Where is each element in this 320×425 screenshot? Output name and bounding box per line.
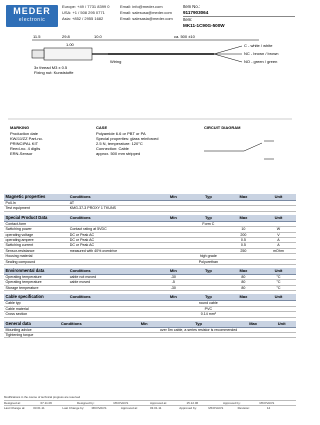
table-title: Environmental data: [4, 268, 68, 275]
footer-cell: MKOVACS: [208, 406, 224, 410]
footer-cell: 15.12.06: [186, 401, 199, 405]
table-cell: 80: [226, 280, 261, 285]
footer-cell: 03.01.11: [150, 406, 162, 410]
row-label: Sensor-resistance: [4, 248, 68, 253]
thread-note: Fixing nut: Kunststoffe: [34, 70, 74, 75]
sensor-cap: [32, 50, 44, 58]
column-header: Conditions: [59, 321, 130, 328]
table-cell: measured with 40% overdrive: [68, 248, 156, 253]
table-cell: high grade: [191, 254, 226, 259]
marking-title: MARKING: [10, 125, 30, 130]
dimension-label: 10.0: [94, 34, 102, 39]
column-header: Unit: [261, 268, 296, 275]
case-line: Polyamide 6.6 or PBT or PA: [96, 131, 146, 136]
table-cell: [226, 312, 261, 317]
table-cell: KMG-37-3 PROXY 1 TKUNS: [68, 206, 156, 211]
row-label: Operating temperature: [4, 275, 68, 280]
table-row: [4, 285, 296, 290]
spec-table: [4, 321, 296, 339]
wire-c: [214, 46, 242, 54]
wire-no: [214, 54, 242, 62]
document-footer: [4, 395, 296, 410]
table-title: Special Product Data: [4, 215, 68, 222]
table-cell: [68, 312, 156, 317]
footer-cell: Last Change by:: [62, 406, 85, 410]
column-header: Min: [130, 321, 158, 328]
case-title: CASE: [96, 125, 108, 130]
column-header: Typ: [191, 268, 226, 275]
table-cell: PVC: [191, 306, 226, 311]
case-line: 2.5 N, temperature: 120°C: [96, 141, 143, 146]
column-header: Max: [226, 268, 261, 275]
specification-tables: [4, 194, 296, 341]
dimension-label: 29.8: [62, 34, 70, 39]
table-cell: -30: [156, 285, 191, 290]
item-no-value: 9117903064: [183, 9, 209, 15]
wire-label: C - white / white: [244, 43, 273, 48]
row-label: Housing material: [4, 254, 68, 259]
table-row: [4, 312, 296, 317]
table-cell: [191, 206, 226, 211]
table-cell: [261, 259, 296, 264]
table-cell: 80: [226, 275, 261, 280]
logo-main-text: MEDER: [13, 6, 51, 16]
table-cell: °C: [261, 280, 296, 285]
row-label: Storage temperature: [4, 285, 68, 290]
footer-cell: MKOVACS: [259, 401, 275, 405]
row-label: Tightening torque: [4, 332, 59, 337]
column-header: Unit: [261, 215, 296, 222]
table-title: Magnetic properties: [4, 194, 68, 201]
row-label: operating ampere: [4, 238, 68, 243]
marking-line: KW/JJ/ZZ Part-no.: [10, 136, 43, 141]
dimension-label: 1.00: [66, 42, 74, 47]
table-cell: [156, 206, 191, 211]
table-cell: -5: [156, 280, 191, 285]
table-row: [4, 206, 296, 211]
table-cell: [59, 332, 130, 337]
footer-cell: MKOVACS: [91, 406, 107, 410]
row-label: operating voltage: [4, 232, 68, 237]
column-header: Max: [239, 321, 268, 328]
column-header: Min: [156, 194, 191, 201]
column-header: Min: [156, 294, 191, 301]
table-cell: W: [261, 227, 296, 232]
marking-line: ERN-Sensor: [10, 151, 33, 156]
row-label: Cable typ: [4, 301, 68, 306]
document-header: [0, 0, 300, 32]
case-line: Connection: Cable: [96, 146, 129, 151]
thread-note: 3x thread M3 x 0.5: [34, 65, 68, 70]
table-cell: [261, 206, 296, 211]
column-header: Typ: [158, 321, 239, 328]
contact-phone: Europe: +49 / 7731 8399 0: [62, 4, 110, 9]
table-cell: [156, 259, 191, 264]
row-label: Operating temperature: [4, 280, 68, 285]
column-header: Max: [226, 294, 261, 301]
footer-cell: 03.01.11: [33, 406, 45, 410]
meder-logo: [6, 5, 58, 27]
table-cell: 0.5: [226, 243, 261, 248]
footer-row: [4, 400, 296, 405]
column-header: Max: [226, 194, 261, 201]
table-cell: A: [261, 238, 296, 243]
logo-sub-text: electronic: [18, 17, 46, 23]
item-info-box: [183, 4, 295, 28]
table-cell: A: [261, 243, 296, 248]
row-label: Switching current: [4, 243, 68, 248]
contact-row-asia: [62, 16, 182, 22]
table-title: Cable specification: [4, 294, 68, 301]
column-header: Max: [226, 215, 261, 222]
item-label: Item:: [183, 17, 193, 22]
table-cell: [68, 285, 156, 290]
contact-phone: USA: +1 / 508 295 0771: [62, 10, 105, 15]
spec-table: [4, 268, 296, 291]
footer-cell: 14: [266, 406, 271, 410]
footer-cell: Approved by:: [179, 406, 197, 410]
column-header: Min: [156, 215, 191, 222]
table-cell: °C: [261, 275, 296, 280]
column-header: Unit: [261, 194, 296, 201]
item-value: MK11-1C90G-500W: [183, 22, 225, 28]
row-label: Contact-form: [4, 221, 68, 226]
table-cell: Polyurethan: [191, 259, 226, 264]
column-header: Conditions: [68, 194, 156, 201]
table-cell: 0.5: [226, 238, 261, 243]
table-cell: [156, 312, 191, 317]
table-cell: 200: [226, 232, 261, 237]
table-cell: [191, 285, 226, 290]
column-header: Min: [156, 268, 191, 275]
footer-row: [4, 405, 296, 410]
wire-label: NC - brown / brown: [244, 51, 279, 56]
table-cell: Contact rating at 5VDC: [68, 227, 156, 232]
column-header: Conditions: [68, 294, 156, 301]
row-label: Cross section: [4, 312, 68, 317]
footer-cell: Approved by:: [223, 401, 241, 405]
circuit-switch: [244, 143, 262, 151]
footer-cell: Approved at:: [150, 401, 168, 405]
case-line: approx. 500 mm stripped: [96, 151, 141, 156]
dimension-label: ca. 500 ±10: [174, 34, 195, 39]
row-label: Pull-In: [4, 201, 68, 206]
footer-cell: Approved at:: [120, 406, 138, 410]
spec-table: [4, 194, 296, 212]
spec-table: [4, 294, 296, 317]
table-cell: V: [261, 232, 296, 237]
row-label: Cable material: [4, 306, 68, 311]
contact-phone: Asia: +852 / 2955 1682: [62, 16, 104, 21]
footer-rows: [4, 400, 296, 410]
table-cell: 10: [226, 227, 261, 232]
dimension-label: 11.5: [33, 34, 41, 39]
footer-cell: Designed at:: [4, 401, 21, 405]
table-cell: Form C: [191, 221, 226, 226]
row-label: Sealing compound: [4, 259, 68, 264]
sensor-body: [44, 48, 92, 60]
row-label: Test equipment: [4, 206, 68, 211]
footer-note: Modifications in the course of technical progress are reserved: [4, 395, 81, 399]
table-cell: over 5m cable, a series resistor is recommended: [159, 327, 238, 332]
table-cell: 250: [226, 248, 261, 253]
table-cell: °C: [261, 285, 296, 290]
column-header: Typ: [191, 215, 226, 222]
contact-email[interactable]: Email: info@meder.com: [120, 4, 163, 9]
table-cell: [226, 206, 261, 211]
footer-cell: Last Change at:: [4, 406, 26, 410]
row-label: Switching power: [4, 227, 68, 232]
table-cell: cable moved: [68, 280, 156, 285]
contact-block: [62, 4, 182, 22]
contact-email[interactable]: Email: salesusa@meder.com: [120, 10, 172, 15]
technical-drawing: [4, 33, 296, 193]
marking-line: Reed-no. 4 digits: [10, 146, 41, 151]
footer-cell: Revision:: [237, 406, 250, 410]
table-cell: DC or Peak AC: [68, 232, 156, 237]
table-row: [4, 259, 296, 264]
table-cell: round cable: [191, 301, 226, 306]
wire-label: NO - green / green: [244, 59, 278, 64]
wiring-note: Wiring: [110, 59, 122, 64]
table-cell: 80: [226, 285, 261, 290]
table-cell: DC or Peak AC: [68, 243, 156, 248]
contact-email[interactable]: Email: salesasia@meder.com: [120, 16, 173, 21]
item-no-label: Item No.:: [183, 4, 200, 9]
table-cell: [158, 332, 239, 337]
footer-cell: MKOVACS: [113, 401, 129, 405]
column-header: Unit: [267, 321, 296, 328]
column-header: Typ: [191, 194, 226, 201]
column-header: Conditions: [68, 215, 156, 222]
circuit-title: CIRCUIT DIAGRAM: [204, 125, 241, 130]
table-cell: cable not moved: [68, 275, 156, 280]
marking-line: PRINCIPAL KIT: [10, 141, 39, 146]
table-cell: [226, 259, 261, 264]
case-line: Special properties: glass reinforced: [96, 136, 159, 141]
table-cell: DC or Peak AC: [68, 238, 156, 243]
table-cell: mOhm: [261, 248, 296, 253]
table-cell: [239, 332, 268, 337]
table-cell: [68, 259, 156, 264]
footer-cell: 07.11.06: [40, 401, 52, 405]
column-header: Unit: [261, 294, 296, 301]
marking-line: Production date: [10, 131, 39, 136]
column-header: Typ: [191, 294, 226, 301]
column-header: Conditions: [68, 268, 156, 275]
table-cell: 0.14 mm²: [191, 312, 226, 317]
table-row: [4, 332, 296, 337]
spec-table: [4, 215, 296, 265]
table-cell: -30: [156, 275, 191, 280]
table-cell: AT: [68, 201, 156, 206]
row-label: Mounting advice: [4, 327, 59, 332]
footer-cell: Designed by:: [77, 401, 95, 405]
table-cell: [261, 312, 296, 317]
table-cell: [267, 332, 296, 337]
table-title: General data: [4, 321, 59, 328]
table-cell: [130, 332, 158, 337]
